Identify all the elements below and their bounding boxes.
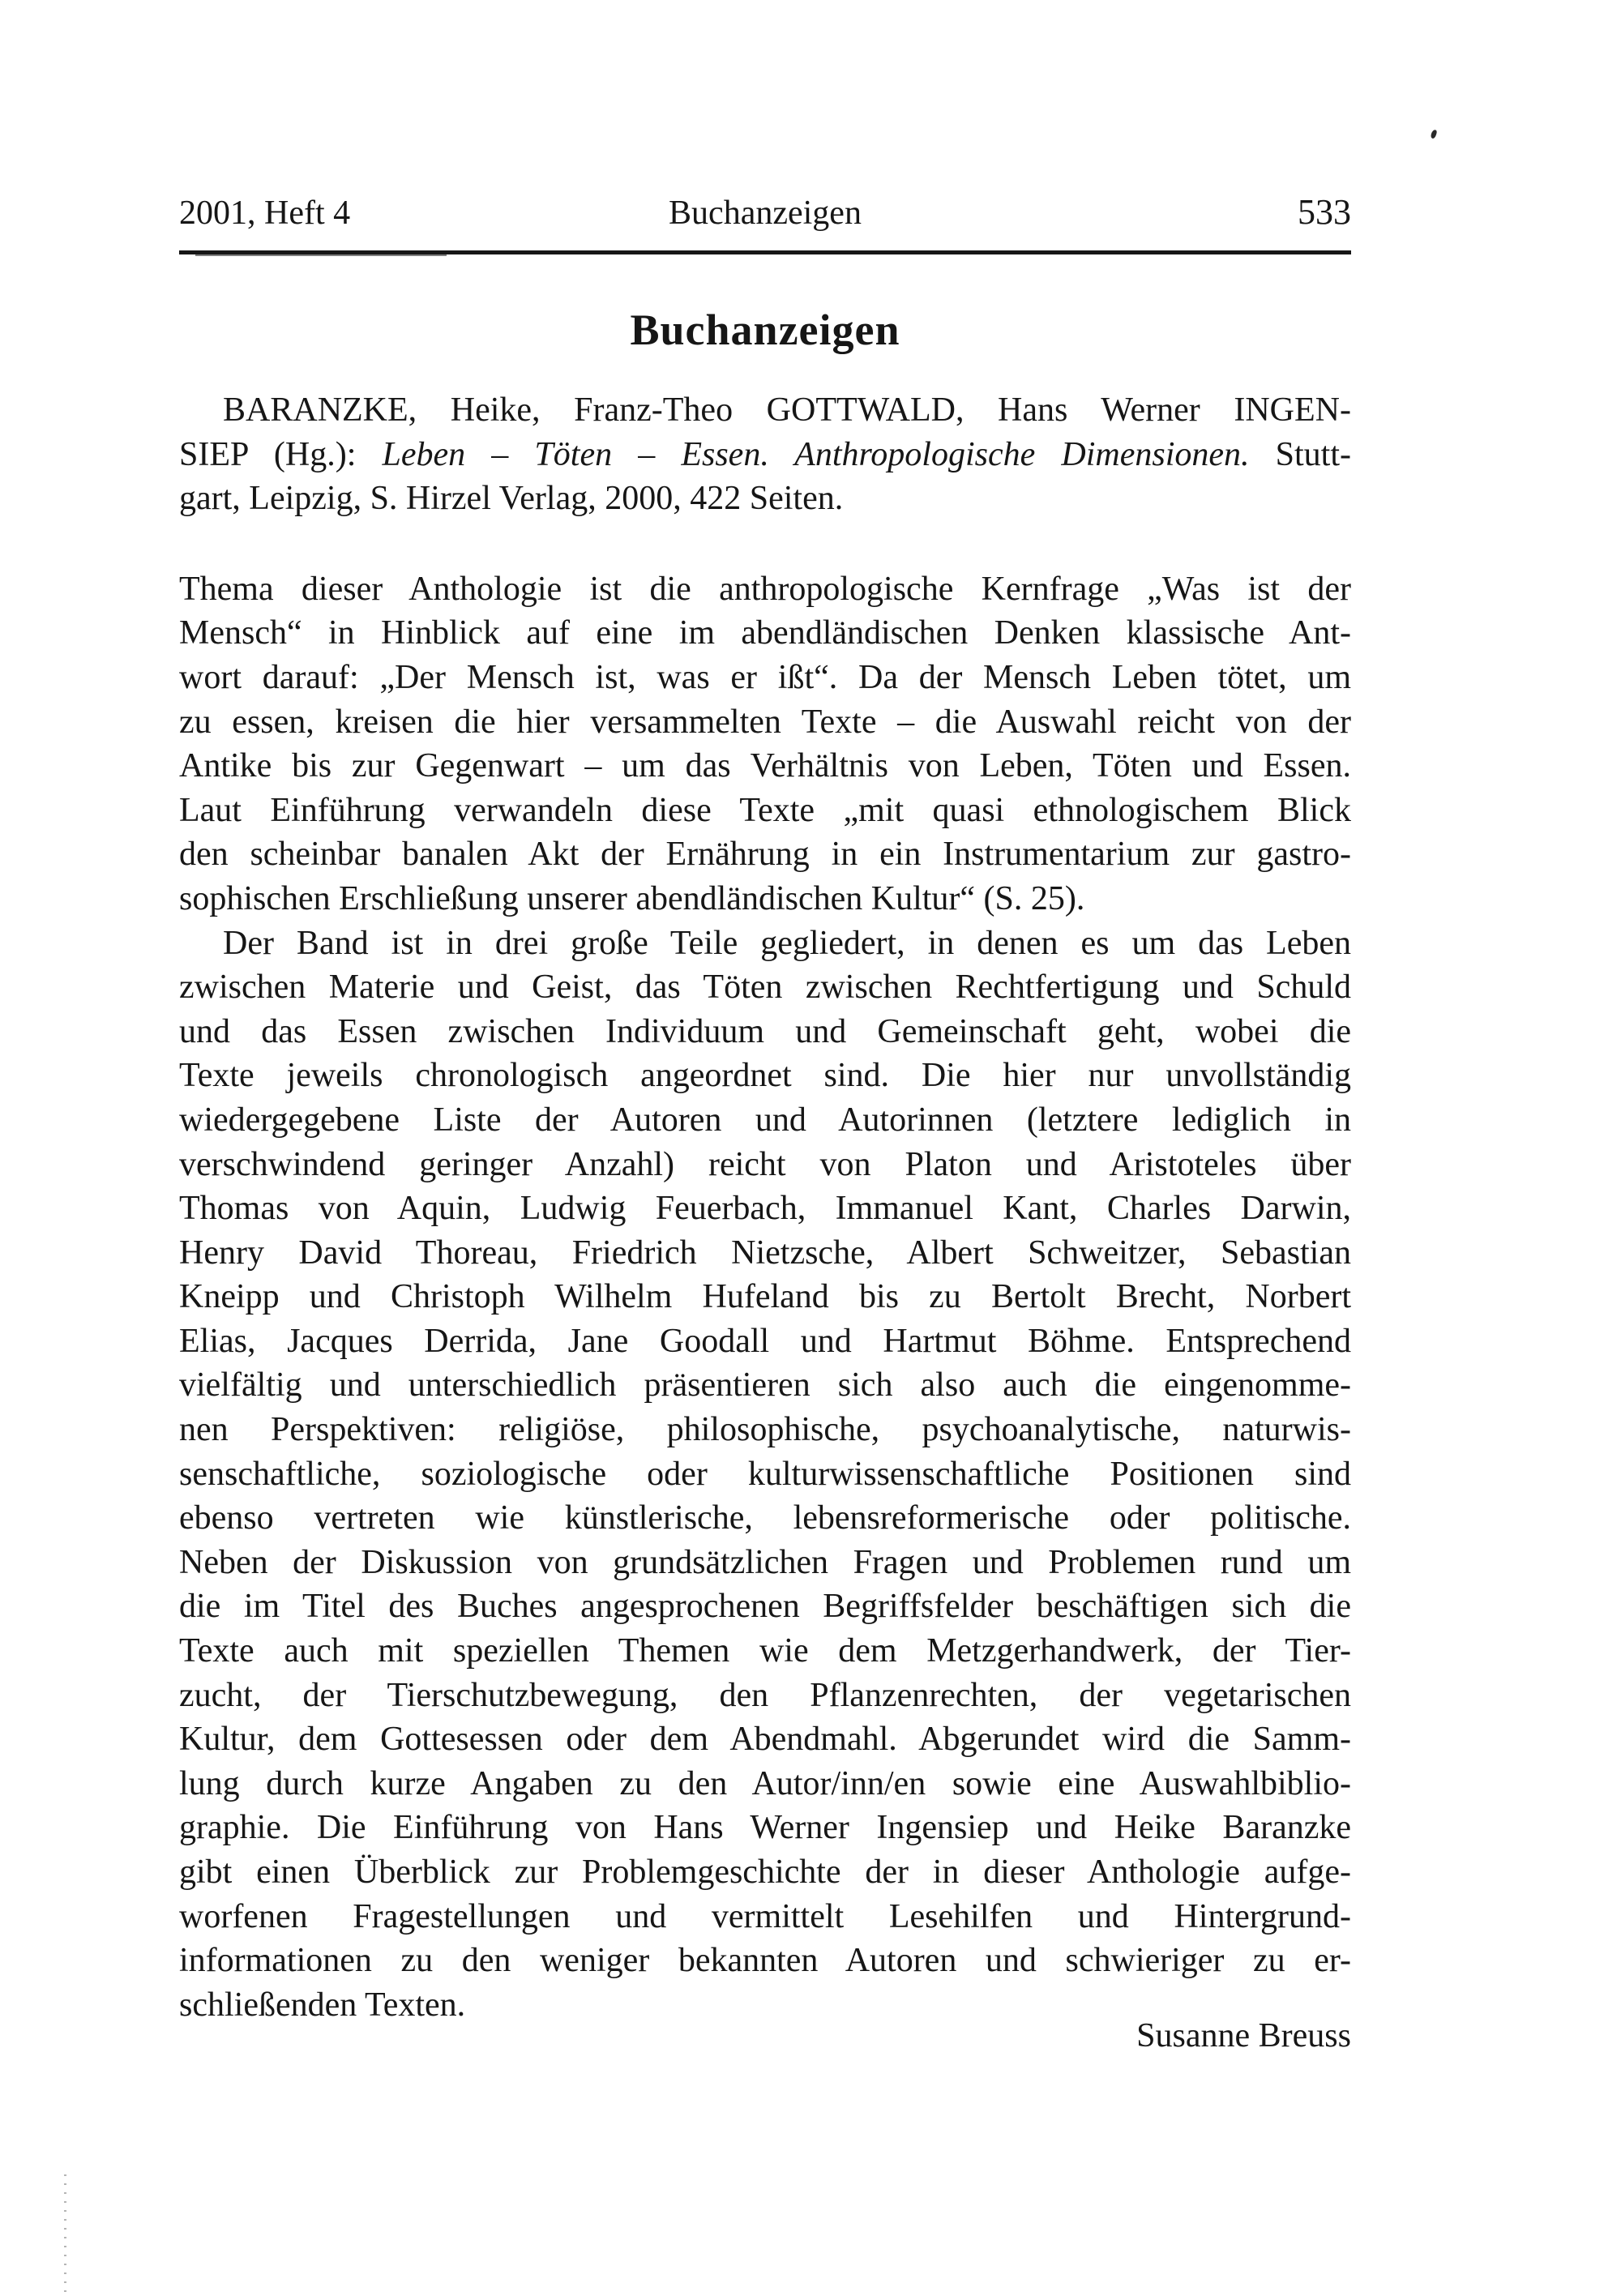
book-citation <box>179 388 1351 521</box>
text-segment: Henry David Thoreau, Friedrich Nietzsche, Albert Schweitzer, Sebastian <box>179 1234 1351 1272</box>
text-segment: wiedergegebene Liste der Autoren und Autorinnen (letztere lediglich in <box>179 1101 1351 1139</box>
text-line <box>179 877 1351 921</box>
text-line <box>179 1186 1351 1231</box>
text-line <box>179 1629 1351 1674</box>
text-line <box>179 567 1351 612</box>
header-issue: 2001, Heft 4 <box>179 195 351 232</box>
text-segment: wort darauf: „Der Mensch ist, was er ißt“. Da der Mensch Leben tötet, um <box>179 658 1351 696</box>
text-line <box>179 388 1351 433</box>
text-line <box>179 965 1351 1010</box>
text-line <box>179 1231 1351 1276</box>
scan-speck-artifact <box>1430 129 1437 139</box>
text-line <box>179 789 1351 833</box>
text-flow <box>179 388 1351 2059</box>
header-rule <box>179 250 1351 254</box>
text-segment: BARANZKE, Heike, Franz-Theo GOTTWALD, Hans Werner INGEN- <box>223 391 1351 429</box>
text-line <box>179 1098 1351 1143</box>
text-line <box>179 1717 1351 1762</box>
section-title: Buchanzeigen <box>630 306 900 354</box>
text-segment: Texte jeweils chronologisch angeordnet sind. Die hier nur unvollständig <box>179 1057 1351 1095</box>
text-segment: informationen zu den weniger bekannten Autoren und schwieriger zu er- <box>179 1942 1351 1980</box>
header-section: Buchanzeigen <box>669 195 862 232</box>
text-segment: Thomas von Aquin, Ludwig Feuerbach, Immanuel Kant, Charles Darwin, <box>179 1190 1351 1228</box>
text-line <box>179 1143 1351 1187</box>
text-line <box>179 1674 1351 1718</box>
text-line <box>179 1363 1351 1408</box>
text-segment: Mensch“ in Hinblick auf eine im abendländischen Denken klassische Ant- <box>179 614 1351 652</box>
text-segment: Laut Einführung verwandeln diese Texte „mit quasi ethnologischem Blick <box>179 791 1351 829</box>
text-line <box>179 700 1351 745</box>
text-line <box>179 1319 1351 1364</box>
text-line <box>179 1452 1351 1497</box>
text-line <box>179 1939 1351 1983</box>
text-segment: Der Band ist in drei große Teile gegliedert, in denen es um das Leben <box>223 924 1351 962</box>
text-segment: Stutt- <box>1249 435 1351 473</box>
text-line <box>179 656 1351 700</box>
text-segment: zucht, der Tierschutzbewegung, den Pflanzenrechten, der vegetarischen <box>179 1676 1351 1714</box>
text-segment: gart, Leipzig, S. Hirzel Verlag, 2000, 422 Seiten. <box>179 480 844 518</box>
text-line <box>179 1584 1351 1629</box>
text-segment: nen Perspektiven: religiöse, philosophische, psychoanalytische, naturwis- <box>179 1411 1351 1449</box>
text-segment: lung durch kurze Angaben zu den Autor/inn/en sowie eine Auswahlbiblio- <box>179 1764 1351 1802</box>
text-segment: Elias, Jacques Derrida, Jane Goodall und Hartmut Böhme. Entsprechend <box>179 1322 1351 1360</box>
text-line <box>179 744 1351 789</box>
text-segment: senschaftliche, soziologische oder kulturwissenschaftliche Positionen sind <box>179 1455 1351 1493</box>
text-line <box>179 1010 1351 1054</box>
review-paragraph-1 <box>179 567 1351 921</box>
header-page-number: 533 <box>1298 192 1351 232</box>
text-line <box>179 433 1351 477</box>
text-segment: Antike bis zur Gegenwart – um das Verhältnis von Leben, Töten und Essen. <box>179 747 1351 785</box>
text-segment: gibt einen Überblick zur Problemgeschichte der in dieser Anthologie aufge- <box>179 1853 1351 1891</box>
text-segment: Texte auch mit speziellen Themen wie dem Metzgerhandwerk, der Tier- <box>179 1632 1351 1670</box>
scan-dots-artifact <box>64 2174 66 2294</box>
italic-text-segment: Leben – Töten – Essen. Anthropologische Dimensionen. <box>382 435 1250 473</box>
text-line <box>179 477 1351 521</box>
text-segment: sophischen Erschließung unserer abendländischen Kultur“ (S. 25). <box>179 879 1085 917</box>
text-line <box>179 1275 1351 1319</box>
text-line <box>179 1054 1351 1098</box>
text-segment: Neben der Diskussion von grundsätzlichen Fragen und Problemen rund um <box>179 1543 1351 1581</box>
text-line <box>179 1496 1351 1541</box>
text-segment: SIEP (Hg.): <box>179 435 383 473</box>
text-segment: Kultur, dem Gottesessen oder dem Abendmahl. Abgerundet wird die Samm- <box>179 1721 1351 1759</box>
reviewer-signature: Susanne Breuss <box>1136 2017 1351 2055</box>
text-segment: Thema dieser Anthologie ist die anthropologische Kernfrage „Was ist der <box>179 570 1351 608</box>
text-segment: zu essen, kreisen die hier versammelten Texte – die Auswahl reicht von der <box>179 703 1351 741</box>
text-line <box>179 832 1351 877</box>
text-segment: Kneipp und Christoph Wilhelm Hufeland bis zu Bertolt Brecht, Norbert <box>179 1278 1351 1316</box>
text-line <box>179 1408 1351 1452</box>
review-paragraph-2 <box>179 921 1351 2028</box>
text-line <box>179 611 1351 656</box>
text-line <box>179 1762 1351 1806</box>
text-segment: vielfältig und unterschiedlich präsentieren sich also auch die eingenomme- <box>179 1366 1351 1405</box>
text-segment: ebenso vertreten wie künstlerische, lebensreformerische oder politische. <box>179 1499 1351 1537</box>
text-line <box>179 1850 1351 1895</box>
text-segment: zwischen Materie und Geist, das Töten zwischen Rechtfertigung und Schuld <box>179 968 1351 1007</box>
text-segment: verschwindend geringer Anzahl) reicht von Platon und Aristoteles über <box>179 1145 1351 1183</box>
text-segment: schließenden Texten. <box>179 1986 466 2024</box>
text-segment: graphie. Die Einführung von Hans Werner Ingensiep und Heike Baranzke <box>179 1809 1351 1847</box>
text-line <box>179 1806 1351 1850</box>
text-line <box>179 1895 1351 1939</box>
text-segment: und das Essen zwischen Individuum und Gemeinschaft geht, wobei die <box>179 1012 1351 1050</box>
text-line <box>179 1541 1351 1585</box>
running-header <box>179 192 1351 232</box>
text-line <box>179 921 1351 966</box>
text-segment: die im Titel des Buches angesprochenen Begriffsfelder beschäftigen sich die <box>179 1588 1351 1626</box>
text-segment: worfenen Fragestellungen und vermittelt Lesehilfen und Hintergrund- <box>179 1897 1351 1935</box>
text-segment: den scheinbar banalen Akt der Ernährung in ein Instrumentarium zur gastro- <box>179 836 1351 874</box>
